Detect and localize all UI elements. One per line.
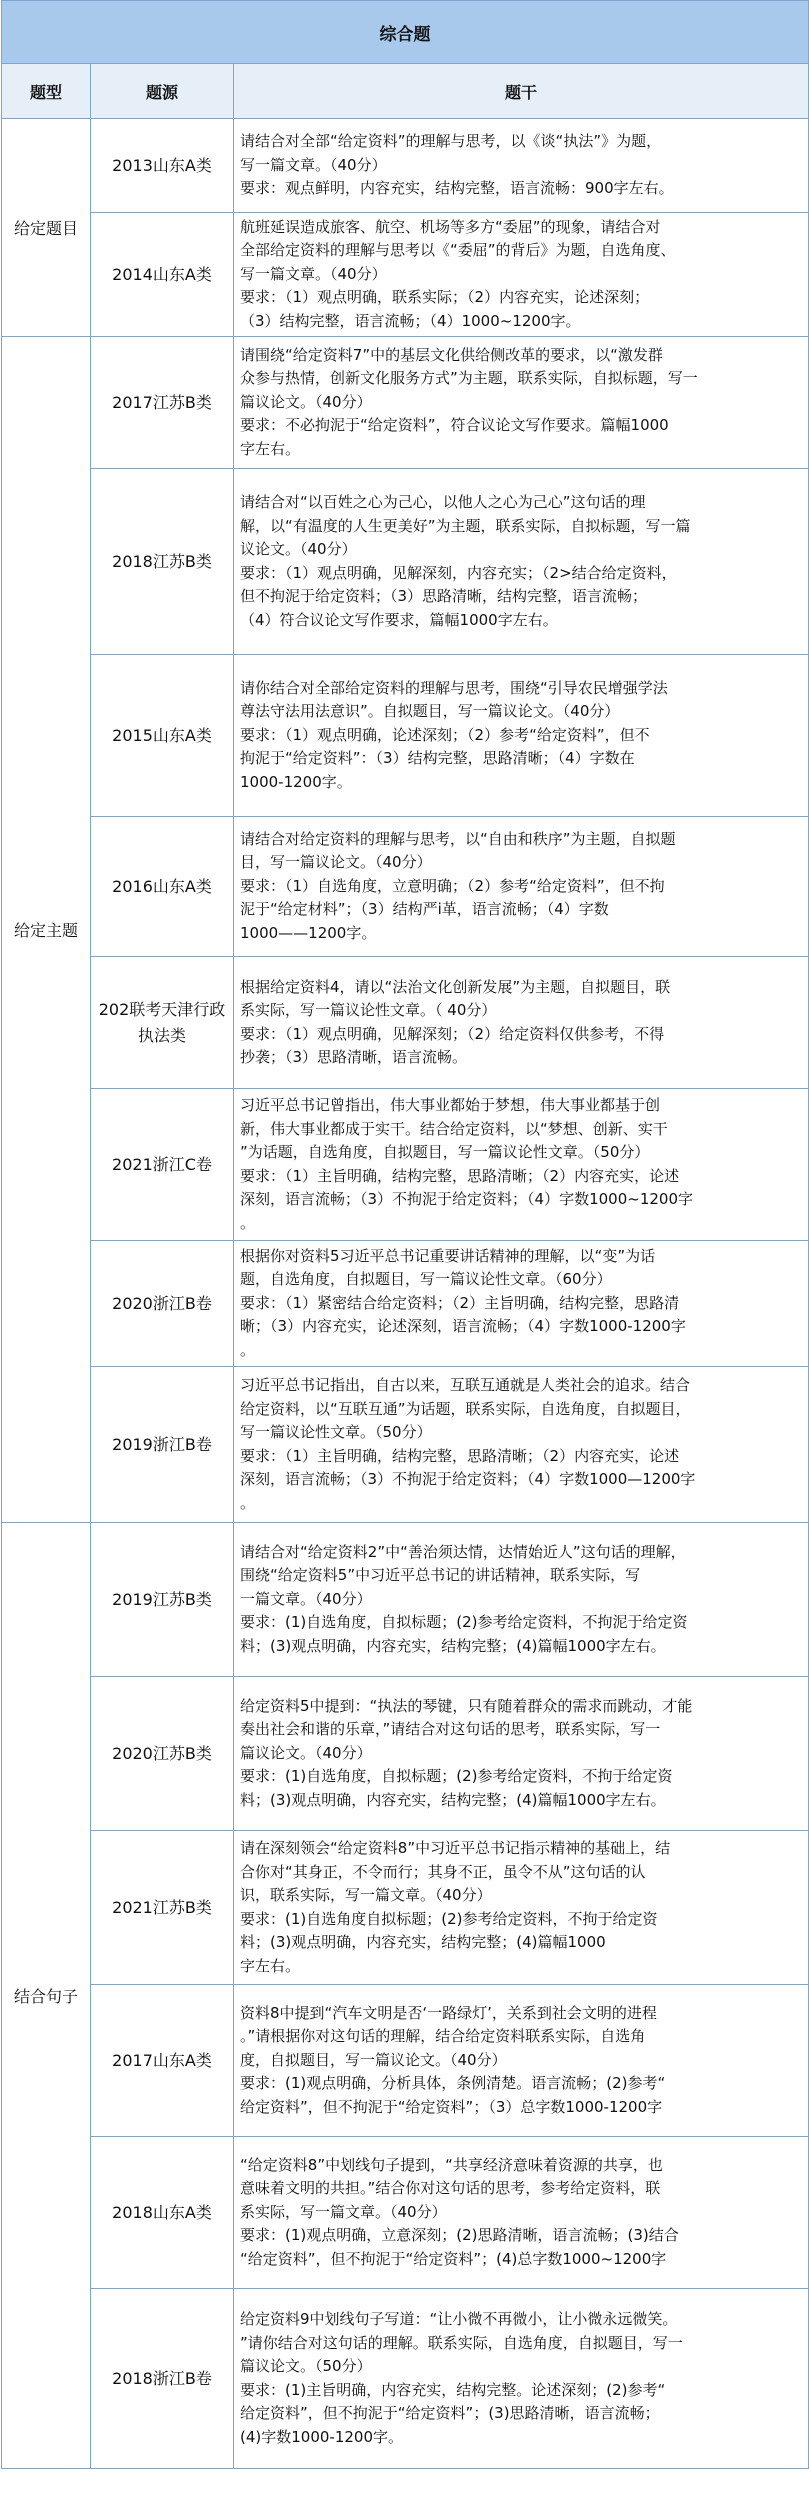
stem-line: 写一篇议论性文章。（50分）	[240, 1423, 432, 1441]
stem-line: 给定资料”，但不拘泥于“给定资料”；（3）总字数1000-1200字	[240, 2097, 663, 2116]
stem-line: 要求：（1）主旨明确，结构完整，思路清晰；（2）内容充实，论述	[240, 1446, 680, 1465]
stem-line: 要求：（1）自选角度，立意明确；（2）参考“给定资料”，但不拘	[240, 876, 665, 895]
table-row	[2, 655, 809, 817]
stem-line: “给定资料8”中划线句子提到，“共享经济意味着资源的共享，也	[240, 2155, 663, 2174]
table-body	[2, 119, 809, 2469]
stem-line: 深刻，语言流畅；（3）不拘泥于给定资料；（4）字数1000—1200字	[240, 1470, 696, 1488]
table-row	[2, 469, 809, 655]
table-row	[2, 119, 809, 213]
stem-line: 1000-1200字。	[240, 772, 352, 791]
stem-line: 要求：(1)主旨明确，内容充实，结构完整。论述深刻；(2)参考“	[240, 2380, 666, 2399]
stem-line: 要求：（1）观点明确，见解深刻；（2）给定资料仅供参考，不得	[240, 1024, 665, 1043]
question-source-cell: 2017江苏B类	[91, 337, 234, 469]
stem-line: 要求：(1)自选角度，自拟标题；(2)参考给定资料，不拘泥于给定资	[240, 1613, 688, 1632]
stem-line: (4)字数1000-1200字。	[240, 2427, 404, 2446]
stem-line: 意味着文明的共担。”结合你对这句话的思考，参考给定资料，联	[240, 2179, 661, 2198]
stem-line: 围绕“给定资料5”中习近平总书记的讲话精神，联系实际，写	[240, 1566, 641, 1585]
question-source-cell: 2019江苏B类	[91, 1523, 234, 1677]
stem-line: 抄袭；（3）思路清晰，语言流畅。	[240, 1048, 468, 1066]
question-stem-cell	[234, 119, 809, 213]
stem-line: 。”请根据你对这句话的理解，结合给定资料联系实际，自选角	[240, 2027, 646, 2046]
question-source-cell: 2020浙江B卷	[91, 1241, 234, 1367]
stem-line: 新，伟大事业都成于实干。结合给定资料，以“梦想、创新、实干	[240, 1119, 668, 1138]
table-row	[2, 1367, 809, 1523]
header-source: 题源	[91, 64, 234, 119]
table-row	[2, 2137, 809, 2289]
stem-line: 写一篇文章。（40分）	[240, 264, 387, 283]
question-type-cell: 给定主题	[2, 337, 91, 1523]
question-stem-cell	[234, 1523, 809, 1677]
stem-line: 众参与热情，创新文化服务方式”为主题，联系实际，自拟标题，写一	[240, 369, 698, 388]
stem-line: 。	[240, 1493, 256, 1512]
question-type-cell: 给定题目	[2, 119, 91, 337]
question-stem-cell	[234, 1089, 809, 1241]
stem-line: 晰；（3）内容充实，论述深刻，语言流畅；（4）字数1000-1200字	[240, 1317, 686, 1336]
table-row	[2, 1241, 809, 1367]
stem-line: 请结合对“以百姓之心为己心，以他人之心为己心”这句话的理	[240, 493, 646, 511]
stem-line: 但不拘泥于给定资料；（3）思路清晰，结构完整，语言流畅；	[240, 587, 648, 605]
question-source-cell: 202联考天津行政执法类	[91, 957, 234, 1089]
stem-line: 要求：不必拘泥于“给定资料”，符合议论文写作要求。篇幅1000	[240, 416, 669, 435]
stem-line: 系实际，写一篇文章。（40分）	[240, 2202, 447, 2221]
table-row	[2, 957, 809, 1089]
table-title: 综合题	[2, 1, 809, 64]
stem-line: （3）结构完整，语言流畅；（4）1000~1200字。	[240, 311, 581, 330]
stem-line: 要求：（1）观点明确，见解深刻，内容充实；（2>结合给定资料，	[240, 563, 677, 582]
stem-line: 要求：(1)观点明确，立意深刻；(2)思路清晰，语言流畅；(3)结合	[240, 2226, 679, 2245]
stem-line: 要求：（1）观点明确，论述深刻；（2）参考“给定资料”，但不	[240, 725, 650, 744]
stem-line: 1000——1200字。	[240, 923, 377, 942]
stem-line: 字左右。	[240, 1956, 301, 1975]
stem-line: 要求：（1）观点明确，联系实际；（2）内容充实，论述深刻；	[240, 288, 650, 307]
question-stem-cell	[234, 2137, 809, 2289]
question-stem-cell	[234, 469, 809, 655]
stem-line: 习近平总书记指出，自古以来，互联互通就是人类社会的追求。结合	[240, 1376, 691, 1394]
stem-line: 。	[240, 1213, 256, 1232]
stem-line: 。	[240, 1340, 256, 1359]
stem-line: ”为话题，自选角度，自拟题目，写一篇议论性文章。（50分）	[240, 1143, 650, 1161]
stem-line: 要求：（1）紧密结合给定资料；（2）主旨明确，结构完整，思路清	[240, 1293, 680, 1312]
stem-line: 要求：观点鲜明，内容充实，结构完整，语言流畅：900字左右。	[240, 179, 674, 198]
stem-line: 解，以“有温度的人生更美好”为主题，联系实际，自拟标题，写一篇	[240, 516, 691, 535]
table-row	[2, 1985, 809, 2137]
question-source-cell: 2020江苏B类	[91, 1677, 234, 1831]
stem-line: 要求：（1）主旨明确，结构完整，思路清晰；（2）内容充实，论述	[240, 1166, 680, 1185]
stem-line: 篇议论文。（40分）	[240, 392, 372, 411]
question-stem-cell	[234, 1985, 809, 2137]
stem-line: 要求：(1)自选角度自拟标题；(2)参考给定资料，不拘于给定资	[240, 1909, 658, 1928]
stem-line: 料；(3)观点明确，内容充实，结构完整；(4)篇幅1000字左右。	[240, 1790, 666, 1809]
stem-line: 一篇文章。（40分）	[240, 1589, 372, 1608]
stem-line: 请结合对“给定资料2”中“善治须达情，达情始近人”这句话的理解，	[240, 1542, 686, 1561]
stem-line: 习近平总书记曾指出，伟大事业都始于梦想，伟大事业都基于创	[240, 1096, 661, 1114]
stem-line: 字左右。	[240, 439, 301, 458]
stem-line: 尊法守法用法意识”。自拟题目，写一篇议论文。（40分）	[240, 702, 620, 721]
question-source-cell: 2015山东A类	[91, 655, 234, 817]
stem-line: 篇议论文。（40分）	[240, 1743, 372, 1762]
question-source-cell: 2021江苏B类	[91, 1831, 234, 1985]
stem-line: 识，联系实际，写一篇文章。（40分）	[240, 1886, 492, 1904]
question-source-cell: 2019浙江B卷	[91, 1367, 234, 1523]
stem-line: 资料8中提到“汽车文明是否‘一路绿灯’，关系到社会文明的进程	[240, 2003, 657, 2022]
stem-line: 要求：(1)自选角度，自拟标题；(2)参考给定资料，不拘于给定资	[240, 1767, 673, 1786]
question-source-cell: 2017山东A类	[91, 1985, 234, 2137]
header-stem: 题干	[234, 64, 809, 119]
stem-line: “给定资料”，但不拘泥于“给定资料”；(4)总字数1000~1200字	[240, 2249, 667, 2268]
question-stem-cell	[234, 655, 809, 817]
stem-line: 请结合对给定资料的理解与思考，以“自由和秩序”为主题，自拟题	[240, 829, 676, 848]
table-row	[2, 1089, 809, 1241]
stem-line: 给定资料，以“互联互通”为话题，联系实际，自选角度，自拟题目，	[240, 1399, 691, 1418]
stem-line: 要求：(1)观点明确，分析具体，条例清楚。语言流畅；(2)参考“	[240, 2074, 666, 2093]
stem-line: 请在深刻领会“给定资料8”中习近平总书记指示精神的基础上，结	[240, 1839, 671, 1857]
stem-line: 奏出社会和谐的乐章，”请结合对这句话的思考，联系实际，写一	[240, 1720, 661, 1739]
stem-line: ”请你结合对这句话的理解。联系实际，自选角度，自拟题目，写一	[240, 2333, 683, 2352]
stem-line: 深刻，语言流畅；（3）不拘泥于给定资料；（4）字数1000~1200字	[240, 1190, 694, 1208]
stem-line: 给定资料5中提到：“执法的琴键，只有随着群众的需求而跳动，才能	[240, 1696, 693, 1715]
stem-line: 写一篇文章。（40分）	[240, 155, 387, 174]
stem-line: 航班延误造成旅客、航空、机场等多方“委屈”的现象，请结合对	[240, 217, 661, 236]
question-stem-cell	[234, 957, 809, 1089]
question-table	[1, 0, 809, 2469]
question-source-cell: 2013山东A类	[91, 119, 234, 213]
stem-line: 料；(3)观点明确，内容充实，结构完整；(4)篇幅1000字左右。	[240, 1636, 666, 1655]
stem-line: 请围绕“给定资料7”中的基层文化供给侧改革的要求，以“激发群	[240, 345, 663, 364]
stem-line: 泥于“给定材料”；（3）结构严i革，语言流畅；（4）字数	[240, 900, 609, 919]
question-stem-cell	[234, 213, 809, 337]
question-source-cell: 2021浙江C卷	[91, 1089, 234, 1241]
question-source-cell: 2018江苏B类	[91, 469, 234, 655]
question-source-cell: 2018山东A类	[91, 2137, 234, 2289]
stem-line: 料；(3)观点明确，内容充实，结构完整；(4)篇幅1000	[240, 1933, 606, 1951]
stem-line: 篇议论文。（50分）	[240, 2357, 372, 2375]
stem-line: 系实际，写一篇议论性文章。（ 40分）	[240, 1001, 497, 1019]
table-row	[2, 213, 809, 337]
table-row	[2, 2289, 809, 2469]
question-source-cell: 2018浙江B卷	[91, 2289, 234, 2469]
stem-line: 目，写一篇议论文。（40分）	[240, 853, 432, 872]
stem-line: 拘泥于“给定资料”：（3）结构完整，思路清晰；（4）字数在	[240, 749, 635, 768]
stem-line: 议论文。（40分）	[240, 540, 357, 558]
header-type: 题型	[2, 64, 91, 119]
table-row	[2, 1677, 809, 1831]
stem-line: 题，自选角度，自拟题目，写一篇议论性文章。（60分）	[240, 1270, 612, 1289]
stem-line: （4）符合议论文写作要求，篇幅1000字左右。	[240, 610, 558, 629]
table-row	[2, 1831, 809, 1985]
stem-line: 给定资料”，但不拘泥于“给定资料”；(3)思路清晰，语言流畅；	[240, 2404, 660, 2422]
stem-line: 根据你对资料5习近平总书记重要讲话精神的理解，以“变”为话	[240, 1246, 656, 1265]
question-stem-cell	[234, 1241, 809, 1367]
stem-line: 给定资料9中划线句子写道：“让小微不再微小，让小微永远微笑。	[240, 2310, 678, 2328]
question-source-cell: 2016山东A类	[91, 817, 234, 957]
question-stem-cell	[234, 1831, 809, 1985]
question-stem-cell	[234, 2289, 809, 2469]
stem-line: 请结合对全部“给定资料”的理解与思考，以《谈“执法”》为题，	[240, 132, 662, 151]
question-stem-cell	[234, 817, 809, 957]
table-row	[2, 337, 809, 469]
table-row	[2, 817, 809, 957]
stem-line: 全部给定资料的理解与思考以《“委屈”的背后》为题，自选角度、	[240, 241, 676, 260]
question-type-cell: 结合句子	[2, 1523, 91, 2469]
question-stem-cell	[234, 1677, 809, 1831]
table-row	[2, 1523, 809, 1677]
stem-line: 合你对“其身正，不令而行；其身不正，虽令不从”这句话的认	[240, 1862, 646, 1881]
stem-line: 根据给定资料4，请以“法治文化创新发展”为主题，自拟题目，联	[240, 977, 671, 996]
question-stem-cell	[234, 1367, 809, 1523]
stem-line: 请你结合对全部给定资料的理解与思考，围绕“引导农民增强学法	[240, 678, 668, 697]
question-stem-cell	[234, 337, 809, 469]
stem-line: 度，自拟题目，写一篇议论文。（40分）	[240, 2050, 507, 2069]
question-source-cell: 2014山东A类	[91, 213, 234, 337]
